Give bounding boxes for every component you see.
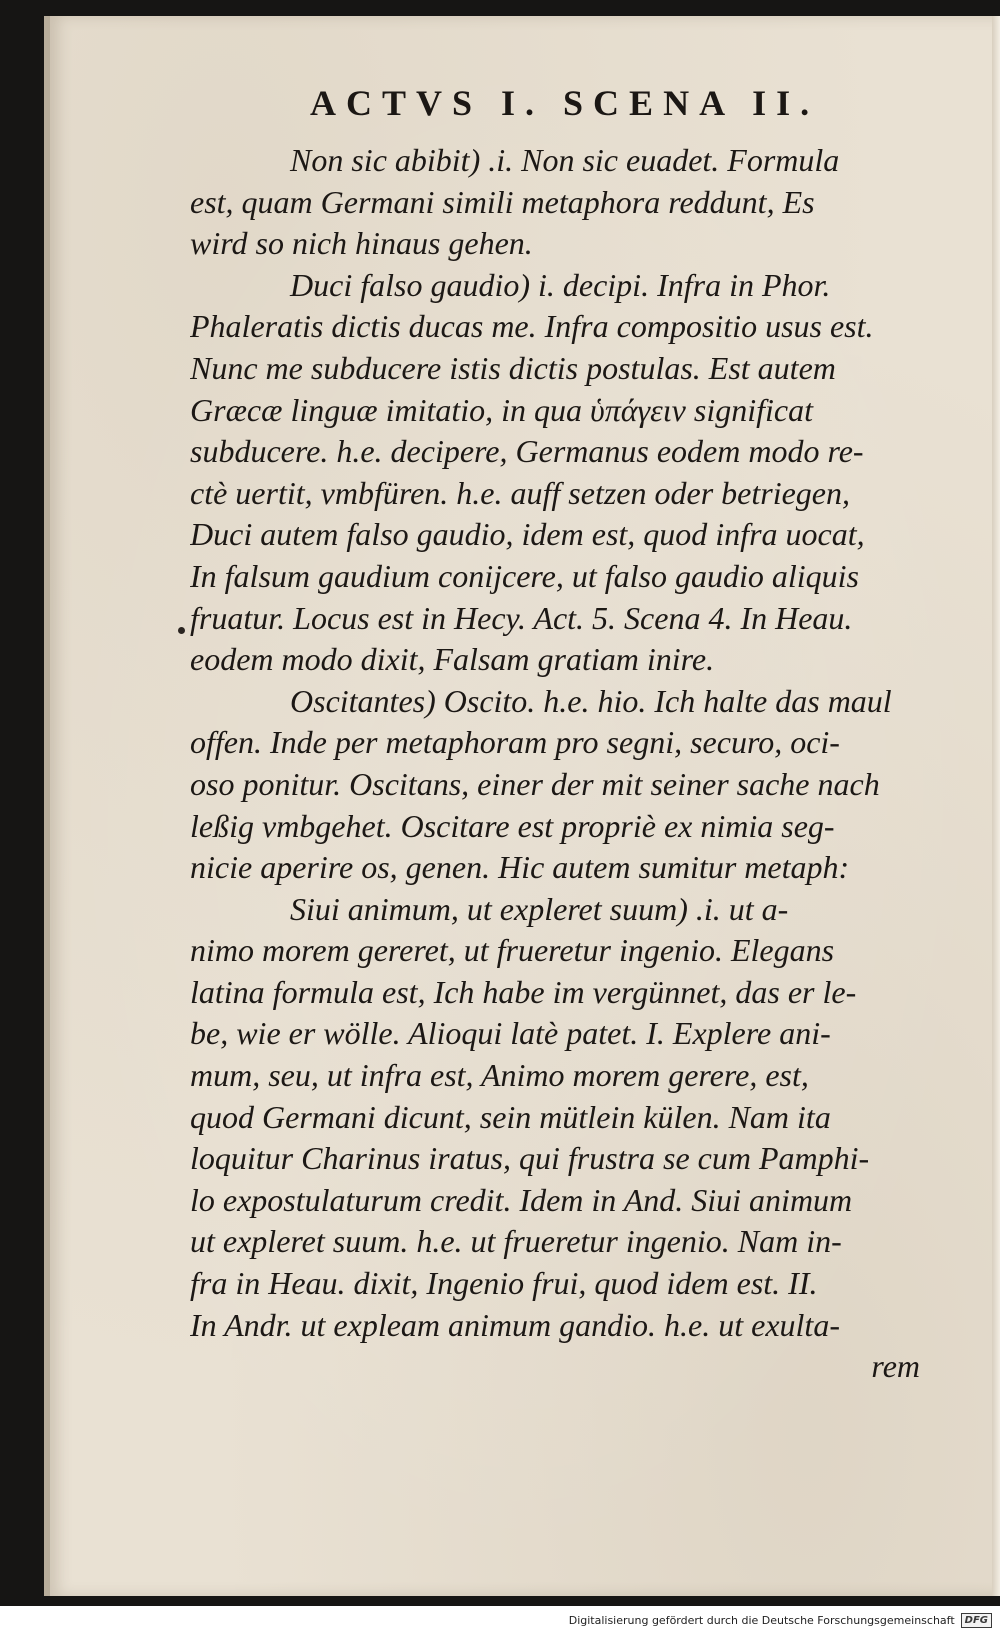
text-line: oso ponitur. Oscitans, einer der mit seiner sache nach	[190, 765, 880, 802]
text-line: ctè uertit, vmbfüren. h.e. auff setzen oder betriegen,	[190, 474, 850, 511]
text-line: Non sic abibit) .i. Non sic euadet. Formula	[290, 142, 840, 178]
text-line: leßig vmbgehet. Oscitare est propriè ex nimia seg-	[190, 807, 835, 844]
catchword: rem	[871, 1348, 920, 1385]
text-line: wird so nich hinaus gehen.	[190, 225, 533, 262]
text-line: subducere. h.e. decipere, Germanus eodem modo re-	[190, 433, 864, 470]
text-line: mum, seu, ut infra est, Animo morem gerere, est,	[190, 1057, 809, 1094]
text-line: Duci autem falso gaudio, idem est, quod infra uocat,	[190, 516, 865, 553]
text-line: lo expostulaturum credit. Idem in And. Siui animum	[190, 1181, 853, 1218]
text-line: quod Germani dicunt, sein mütlein külen. Nam ita	[190, 1098, 831, 1135]
text-line: Oscitantes) Oscito. h.e. hio. Ich halte das maul	[290, 682, 892, 719]
text-line: Siui animum, ut expleret suum) .i. ut a-	[290, 890, 789, 927]
text-line: ut expleret suum. h.e. ut frueretur ingenio. Nam in-	[190, 1223, 842, 1260]
page-edge	[992, 16, 1000, 1596]
text-line: In falsum gaudium conijcere, ut falso gaudio aliquis	[190, 557, 859, 594]
text-line: nicie aperire os, genen. Hic autem sumitur metaph:	[190, 849, 850, 886]
text-line: Nunc me subducere istis dictis postulas. Est autem	[190, 349, 836, 386]
funding-notice: Digitalisierung gefördert durch die Deutsche Forschungsgemeinschaft	[568, 1613, 955, 1627]
dfg-logo: DFG	[961, 1613, 992, 1628]
text-line: fra in Heau. dixit, Ingenio frui, quod idem est. II.	[190, 1265, 818, 1302]
text-line: Græcæ linguæ imitatio, in qua ὑπάγειν significat	[190, 391, 813, 428]
text-line: loquitur Charinus iratus, qui frustra se cum Pamphi-	[190, 1140, 870, 1177]
digitization-footer	[0, 1606, 1000, 1634]
margin-mark	[178, 627, 185, 634]
text-line: nimo morem gereret, ut frueretur ingenio. Elegans	[190, 932, 835, 969]
text-line: be, wie er wölle. Alioqui latè patet. I. Explere ani-	[190, 1015, 831, 1052]
text-line: est, quam Germani simili metaphora reddunt, Es	[190, 183, 815, 220]
text-line: In Andr. ut expleam animum gandio. h.e. ut exulta-	[190, 1306, 840, 1343]
text-line: eodem modo dixit, Falsam gratiam inire.	[190, 641, 715, 678]
text-line: Duci falso gaudio) i. decipi. Infra in Phor.	[290, 266, 831, 303]
running-head: ACTVS I. SCENA II.	[310, 83, 820, 123]
text-line: latina formula est, Ich habe im vergünnet, das er le-	[190, 973, 857, 1010]
text-line: fruatur. Locus est in Hecy. Act. 5. Scena 4. In Heau.	[190, 599, 853, 636]
text-line: offen. Inde per metaphoram pro segni, securo, oci-	[190, 724, 840, 761]
body-text	[190, 140, 960, 1388]
text-line: Phaleratis dictis ducas me. Infra compositio usus est.	[190, 308, 874, 345]
